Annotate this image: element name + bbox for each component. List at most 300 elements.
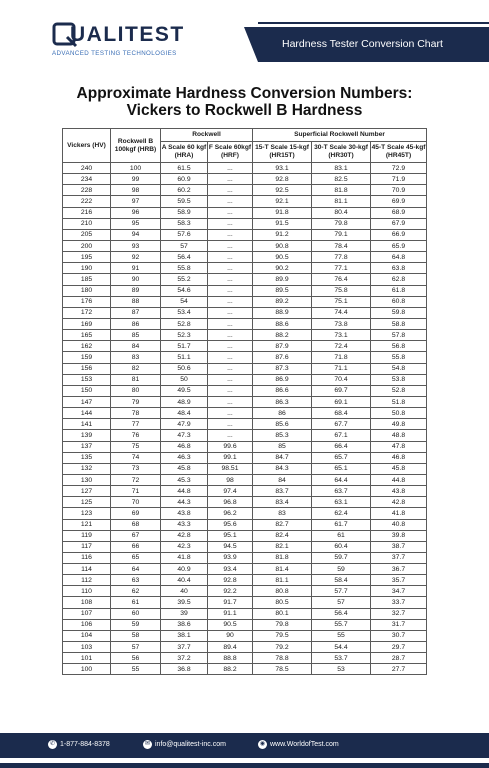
header-hr45t: 45-T Scale 45-kgf (HR45T) bbox=[371, 142, 427, 163]
table-cell: 74.4 bbox=[312, 307, 371, 318]
table-cell: 135 bbox=[63, 452, 111, 463]
table-cell: 57.6 bbox=[161, 229, 208, 240]
table-cell: 55.2 bbox=[161, 274, 208, 285]
table-cell: 79 bbox=[111, 396, 161, 407]
table-cell: 83.1 bbox=[312, 163, 371, 174]
phone-icon: ✆ bbox=[49, 741, 56, 747]
table-cell: 64 bbox=[111, 564, 161, 575]
table-cell: 79.2 bbox=[253, 642, 312, 653]
table-cell: 216 bbox=[63, 207, 111, 218]
table-cell: 97 bbox=[111, 196, 161, 207]
table-cell: 79.8 bbox=[312, 218, 371, 229]
footer-stripe bbox=[0, 763, 489, 768]
table-cell: 89.9 bbox=[253, 274, 312, 285]
table-cell: 60 bbox=[111, 608, 161, 619]
table-cell: ... bbox=[208, 318, 253, 329]
table-cell: 94.5 bbox=[208, 541, 253, 552]
table-cell: 85 bbox=[111, 330, 161, 341]
table-cell: ... bbox=[208, 218, 253, 229]
table-cell: 44.8 bbox=[371, 474, 427, 485]
table-cell: 91.8 bbox=[253, 207, 312, 218]
table-row bbox=[63, 575, 427, 586]
qualitest-logo bbox=[52, 22, 185, 60]
table-cell: ... bbox=[208, 185, 253, 196]
table-cell: 61 bbox=[111, 597, 161, 608]
table-cell: 77.1 bbox=[312, 263, 371, 274]
table-cell: 43.8 bbox=[161, 508, 208, 519]
email-icon: ✉ bbox=[144, 741, 151, 747]
table-cell: 137 bbox=[63, 441, 111, 452]
table-cell: 83.7 bbox=[253, 486, 312, 497]
table-cell: 119 bbox=[63, 530, 111, 541]
table-cell: 79.8 bbox=[253, 619, 312, 630]
header-hrf: F Scale 60kgf (HRF) bbox=[208, 142, 253, 163]
table-cell: 48.9 bbox=[161, 396, 208, 407]
table-row bbox=[63, 341, 427, 352]
table-cell: 121 bbox=[63, 519, 111, 530]
table-cell: 71 bbox=[111, 486, 161, 497]
table-cell: 30.7 bbox=[371, 630, 427, 641]
table-body bbox=[63, 163, 427, 675]
table-cell: 84 bbox=[253, 474, 312, 485]
table-cell: 42.3 bbox=[161, 541, 208, 552]
table-row bbox=[63, 452, 427, 463]
table-cell: 90.5 bbox=[208, 619, 253, 630]
table-cell: 56.8 bbox=[371, 341, 427, 352]
table-cell: 81.8 bbox=[312, 185, 371, 196]
table-cell: 85.6 bbox=[253, 419, 312, 430]
table-cell: 96.2 bbox=[208, 508, 253, 519]
table-cell: 72.4 bbox=[312, 341, 371, 352]
table-cell: 58 bbox=[111, 630, 161, 641]
table-cell: 83 bbox=[253, 508, 312, 519]
table-cell: 46.8 bbox=[371, 452, 427, 463]
table-cell: 57.7 bbox=[312, 586, 371, 597]
table-cell: 46.8 bbox=[161, 441, 208, 452]
table-cell: 86.3 bbox=[253, 396, 312, 407]
table-cell: 88.2 bbox=[253, 330, 312, 341]
table-cell: 52.3 bbox=[161, 330, 208, 341]
table-cell: 53.4 bbox=[161, 307, 208, 318]
table-cell: 63.8 bbox=[371, 263, 427, 274]
table-cell: 169 bbox=[63, 318, 111, 329]
table-cell: 61 bbox=[312, 530, 371, 541]
table-row bbox=[63, 318, 427, 329]
table-cell: 67.7 bbox=[312, 419, 371, 430]
header-rockwell-group: Rockwell bbox=[161, 129, 253, 142]
table-cell: 60.4 bbox=[312, 541, 371, 552]
table-cell: 88.8 bbox=[208, 653, 253, 664]
table-cell: 70.4 bbox=[312, 374, 371, 385]
table-cell: 45.8 bbox=[161, 463, 208, 474]
table-row bbox=[63, 642, 427, 653]
table-cell: 89.4 bbox=[208, 642, 253, 653]
table-cell: ... bbox=[208, 196, 253, 207]
table-row bbox=[63, 185, 427, 196]
table-cell: ... bbox=[208, 285, 253, 296]
table-cell: 62.4 bbox=[312, 508, 371, 519]
table-row bbox=[63, 252, 427, 263]
table-row bbox=[63, 263, 427, 274]
table-row bbox=[63, 330, 427, 341]
table-cell: 99.1 bbox=[208, 452, 253, 463]
table-cell: 100 bbox=[63, 664, 111, 675]
table-cell: 64.4 bbox=[312, 474, 371, 485]
table-cell: 117 bbox=[63, 541, 111, 552]
table-cell: 44.8 bbox=[161, 486, 208, 497]
table-cell: 89.2 bbox=[253, 296, 312, 307]
table-cell: 87.3 bbox=[253, 363, 312, 374]
table-cell: 63.1 bbox=[312, 497, 371, 508]
table-cell: 65.1 bbox=[312, 463, 371, 474]
table-row bbox=[63, 441, 427, 452]
table-cell: 80.5 bbox=[253, 597, 312, 608]
table-cell: 76 bbox=[111, 430, 161, 441]
table-cell: 159 bbox=[63, 352, 111, 363]
table-cell: 58.8 bbox=[371, 318, 427, 329]
table-cell: 38.6 bbox=[161, 619, 208, 630]
table-cell: ... bbox=[208, 374, 253, 385]
table-cell: 127 bbox=[63, 486, 111, 497]
table-cell: 43.3 bbox=[161, 519, 208, 530]
table-cell: 82.1 bbox=[253, 541, 312, 552]
table-cell: 51.8 bbox=[371, 396, 427, 407]
table-row bbox=[63, 408, 427, 419]
table-cell: ... bbox=[208, 385, 253, 396]
table-cell: 57.8 bbox=[371, 330, 427, 341]
header-rockwell-b: Rockwell B 100kgf (HRB) bbox=[111, 129, 161, 163]
table-cell: 34.7 bbox=[371, 586, 427, 597]
table-cell: 32.7 bbox=[371, 608, 427, 619]
table-cell: 56 bbox=[111, 653, 161, 664]
table-cell: 210 bbox=[63, 218, 111, 229]
table-cell: 58.3 bbox=[161, 218, 208, 229]
table-cell: 90.8 bbox=[253, 240, 312, 251]
table-row bbox=[63, 174, 427, 185]
table-cell: ... bbox=[208, 263, 253, 274]
table-cell: 81.8 bbox=[253, 552, 312, 563]
footer-website[interactable] bbox=[258, 740, 339, 749]
table-cell: 76.4 bbox=[312, 274, 371, 285]
table-cell: 87 bbox=[111, 307, 161, 318]
table-cell: 112 bbox=[63, 575, 111, 586]
table-row bbox=[63, 218, 427, 229]
table-cell: 101 bbox=[63, 653, 111, 664]
table-row bbox=[63, 374, 427, 385]
table-cell: 70.9 bbox=[371, 185, 427, 196]
table-cell: 116 bbox=[63, 552, 111, 563]
table-cell: 150 bbox=[63, 385, 111, 396]
table-row bbox=[63, 430, 427, 441]
table-cell: 37.7 bbox=[161, 642, 208, 653]
table-cell: 69.7 bbox=[312, 385, 371, 396]
header-hra: A Scale 60 kgf (HRA) bbox=[161, 142, 208, 163]
table-cell: ... bbox=[208, 229, 253, 240]
table-cell: ... bbox=[208, 419, 253, 430]
table-cell: 38.7 bbox=[371, 541, 427, 552]
table-cell: 89 bbox=[111, 285, 161, 296]
table-cell: ... bbox=[208, 274, 253, 285]
table-cell: 80 bbox=[111, 385, 161, 396]
table-cell: ... bbox=[208, 174, 253, 185]
table-cell: 234 bbox=[63, 174, 111, 185]
email-text: info@qualitest-inc.com bbox=[155, 741, 226, 748]
table-row bbox=[63, 285, 427, 296]
table-row bbox=[63, 564, 427, 575]
table-cell: 67.9 bbox=[371, 218, 427, 229]
table-cell: 176 bbox=[63, 296, 111, 307]
table-cell: 71.9 bbox=[371, 174, 427, 185]
table-cell: 72.9 bbox=[371, 163, 427, 174]
table-cell: 54.6 bbox=[161, 285, 208, 296]
conversion-table bbox=[62, 128, 427, 675]
table-cell: 71.1 bbox=[312, 363, 371, 374]
table-cell: 98 bbox=[208, 474, 253, 485]
table-cell: 91.2 bbox=[253, 229, 312, 240]
table-cell: 36.7 bbox=[371, 564, 427, 575]
table-cell: 53.7 bbox=[312, 653, 371, 664]
table-row bbox=[63, 240, 427, 251]
table-cell: 92.1 bbox=[253, 196, 312, 207]
table-cell: ... bbox=[208, 363, 253, 374]
table-cell: 93.4 bbox=[208, 564, 253, 575]
table-cell: 33.7 bbox=[371, 597, 427, 608]
table-cell: 93.9 bbox=[208, 552, 253, 563]
table-cell: 62.8 bbox=[371, 274, 427, 285]
table-cell: 114 bbox=[63, 564, 111, 575]
table-cell: 54.8 bbox=[371, 363, 427, 374]
table-cell: 65 bbox=[111, 552, 161, 563]
table-cell: 80.4 bbox=[312, 207, 371, 218]
table-cell: 92.5 bbox=[253, 185, 312, 196]
table-row bbox=[63, 419, 427, 430]
table-cell: 89.5 bbox=[253, 285, 312, 296]
table-row bbox=[63, 163, 427, 174]
table-cell: 77.8 bbox=[312, 252, 371, 263]
table-cell: 42.8 bbox=[161, 530, 208, 541]
table-row bbox=[63, 608, 427, 619]
table-cell: 91.7 bbox=[208, 597, 253, 608]
table-cell: 55.8 bbox=[161, 263, 208, 274]
table-cell: 59.8 bbox=[371, 307, 427, 318]
table-cell: 96 bbox=[111, 207, 161, 218]
table-cell: 83 bbox=[111, 352, 161, 363]
table-cell: 185 bbox=[63, 274, 111, 285]
table-cell: 58.4 bbox=[312, 575, 371, 586]
table-cell: 153 bbox=[63, 374, 111, 385]
table-cell: ... bbox=[208, 408, 253, 419]
table-cell: 50.8 bbox=[371, 408, 427, 419]
table-cell: 49.8 bbox=[371, 419, 427, 430]
table-cell: 95.1 bbox=[208, 530, 253, 541]
table-cell: 53 bbox=[312, 664, 371, 675]
table-cell: ... bbox=[208, 430, 253, 441]
table-cell: 61.8 bbox=[371, 285, 427, 296]
table-cell: 37.2 bbox=[161, 653, 208, 664]
table-cell: 91.5 bbox=[253, 218, 312, 229]
table-cell: 141 bbox=[63, 419, 111, 430]
table-cell: 78.8 bbox=[253, 653, 312, 664]
table-cell: 98 bbox=[111, 185, 161, 196]
table-cell: 52.8 bbox=[371, 385, 427, 396]
table-cell: 106 bbox=[63, 619, 111, 630]
footer-phone[interactable] bbox=[48, 740, 110, 749]
brand-tagline: ADVANCED TESTING TECHNOLOGIES bbox=[52, 50, 177, 57]
header-banner bbox=[258, 27, 489, 62]
table-cell: 29.7 bbox=[371, 642, 427, 653]
table-cell: 123 bbox=[63, 508, 111, 519]
table-cell: 56.4 bbox=[161, 252, 208, 263]
table-cell: ... bbox=[208, 396, 253, 407]
table-cell: 98.51 bbox=[208, 463, 253, 474]
table-cell: 45.8 bbox=[371, 463, 427, 474]
table-cell: 75.8 bbox=[312, 285, 371, 296]
table-cell: 47.9 bbox=[161, 419, 208, 430]
table-cell: 205 bbox=[63, 229, 111, 240]
table-cell: 65.7 bbox=[312, 452, 371, 463]
table-row bbox=[63, 296, 427, 307]
table-cell: 180 bbox=[63, 285, 111, 296]
table-cell: 132 bbox=[63, 463, 111, 474]
table-cell: 48.8 bbox=[371, 430, 427, 441]
website-text: www.WorldofTest.com bbox=[270, 741, 339, 748]
table-cell: ... bbox=[208, 296, 253, 307]
table-cell: 60.2 bbox=[161, 185, 208, 196]
table-cell: 37.7 bbox=[371, 552, 427, 563]
table-cell: ... bbox=[208, 163, 253, 174]
table-cell: 139 bbox=[63, 430, 111, 441]
table-cell: 97.4 bbox=[208, 486, 253, 497]
table-cell: ... bbox=[208, 352, 253, 363]
table-row bbox=[63, 396, 427, 407]
table-cell: 39 bbox=[161, 608, 208, 619]
brand-name: UALITEST bbox=[70, 23, 185, 46]
table-cell: 92 bbox=[111, 252, 161, 263]
table-cell: 86 bbox=[253, 408, 312, 419]
table-cell: 47.3 bbox=[161, 430, 208, 441]
header-vickers: Vickers (HV) bbox=[63, 129, 111, 163]
table-cell: 99.6 bbox=[208, 441, 253, 452]
table-cell: 85 bbox=[253, 441, 312, 452]
table-cell: 79.5 bbox=[253, 630, 312, 641]
table-cell: 56.4 bbox=[312, 608, 371, 619]
table-cell: 172 bbox=[63, 307, 111, 318]
table-row bbox=[63, 519, 427, 530]
table-cell: 82.4 bbox=[253, 530, 312, 541]
table-cell: 95.6 bbox=[208, 519, 253, 530]
phone-text: 1-877-884-8378 bbox=[60, 741, 110, 748]
table-cell: 88.2 bbox=[208, 664, 253, 675]
table-cell: 75 bbox=[111, 441, 161, 452]
table-cell: 59 bbox=[312, 564, 371, 575]
table-cell: 51.1 bbox=[161, 352, 208, 363]
table-cell: 74 bbox=[111, 452, 161, 463]
table-cell: 57 bbox=[161, 240, 208, 251]
table-cell: 51.7 bbox=[161, 341, 208, 352]
table-cell: 78.4 bbox=[312, 240, 371, 251]
table-row bbox=[63, 664, 427, 675]
table-cell: 55.8 bbox=[371, 352, 427, 363]
table-cell: 58.9 bbox=[161, 207, 208, 218]
table-cell: 68 bbox=[111, 519, 161, 530]
table-cell: 42.8 bbox=[371, 497, 427, 508]
table-cell: 90.2 bbox=[253, 263, 312, 274]
table-cell: ... bbox=[208, 341, 253, 352]
globe-icon: ◉ bbox=[259, 741, 266, 747]
table-cell: 95 bbox=[111, 218, 161, 229]
table-cell: 59.7 bbox=[312, 552, 371, 563]
table-cell: 67.1 bbox=[312, 430, 371, 441]
table-cell: 40.9 bbox=[161, 564, 208, 575]
table-cell: 70 bbox=[111, 497, 161, 508]
table-cell: 92.8 bbox=[253, 174, 312, 185]
table-cell: 57 bbox=[111, 642, 161, 653]
table-cell: 81.1 bbox=[253, 575, 312, 586]
table-cell: 83.4 bbox=[253, 497, 312, 508]
table-row bbox=[63, 541, 427, 552]
table-row bbox=[63, 530, 427, 541]
table-cell: 36.8 bbox=[161, 664, 208, 675]
table-cell: 50 bbox=[161, 374, 208, 385]
table-cell: 88.6 bbox=[253, 318, 312, 329]
table-cell: 228 bbox=[63, 185, 111, 196]
table-cell: 81 bbox=[111, 374, 161, 385]
table-cell: 39.8 bbox=[371, 530, 427, 541]
table-cell: 61.5 bbox=[161, 163, 208, 174]
table-cell: 63 bbox=[111, 575, 161, 586]
table-cell: 40.8 bbox=[371, 519, 427, 530]
table-cell: 90 bbox=[111, 274, 161, 285]
table-cell: 84 bbox=[111, 341, 161, 352]
table-cell: 86 bbox=[111, 318, 161, 329]
footer-bar bbox=[0, 733, 489, 758]
table-cell: 67 bbox=[111, 530, 161, 541]
table-row bbox=[63, 307, 427, 318]
table-cell: 130 bbox=[63, 474, 111, 485]
table-cell: 82 bbox=[111, 363, 161, 374]
table-cell: 108 bbox=[63, 597, 111, 608]
footer-email[interactable] bbox=[143, 740, 226, 749]
table-cell: 66 bbox=[111, 541, 161, 552]
table-cell: 54 bbox=[161, 296, 208, 307]
table-cell: 59 bbox=[111, 619, 161, 630]
table-cell: 94 bbox=[111, 229, 161, 240]
table-row bbox=[63, 619, 427, 630]
table-row bbox=[63, 630, 427, 641]
table-cell: 93 bbox=[111, 240, 161, 251]
table-cell: 99 bbox=[111, 174, 161, 185]
table-cell: 48.4 bbox=[161, 408, 208, 419]
table-cell: 65.9 bbox=[371, 240, 427, 251]
table-cell: 90 bbox=[208, 630, 253, 641]
header-hr30t: 30-T Scale 30-kgf (HR30T) bbox=[312, 142, 371, 163]
table-cell: ... bbox=[208, 252, 253, 263]
table-cell: 91.1 bbox=[208, 608, 253, 619]
table-cell: 86.6 bbox=[253, 385, 312, 396]
table-cell: ... bbox=[208, 307, 253, 318]
table-cell: 200 bbox=[63, 240, 111, 251]
table-cell: 91 bbox=[111, 263, 161, 274]
table-cell: 103 bbox=[63, 642, 111, 653]
table-cell: 39.5 bbox=[161, 597, 208, 608]
table-cell: 27.7 bbox=[371, 664, 427, 675]
table-cell: 190 bbox=[63, 263, 111, 274]
table-cell: 55 bbox=[111, 664, 161, 675]
table-cell: 85.3 bbox=[253, 430, 312, 441]
table-cell: 50.6 bbox=[161, 363, 208, 374]
table-row bbox=[63, 653, 427, 664]
table-cell: 82.5 bbox=[312, 174, 371, 185]
